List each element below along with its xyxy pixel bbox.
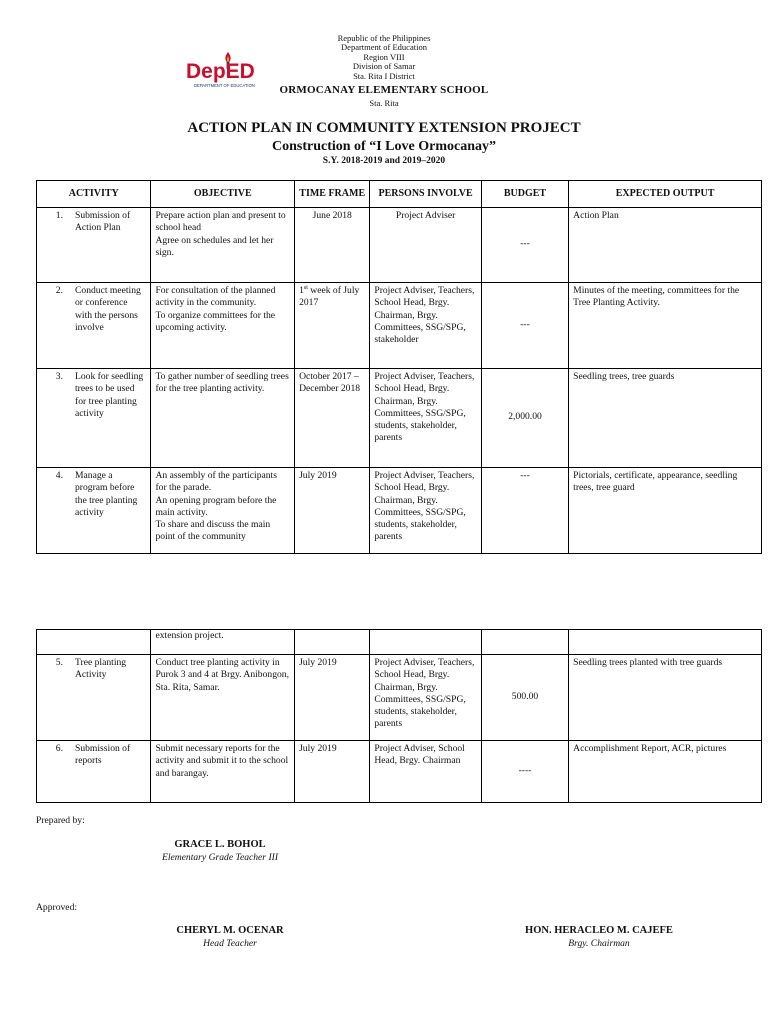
school-year: S.Y. 2018-2019 and 2019–2020	[322, 156, 446, 166]
logo-wordmark: DepED	[186, 60, 255, 83]
activity-number: 1.	[55, 210, 63, 221]
budget-cell: ---	[481, 208, 568, 283]
preparer-name: GRACE L. BOHOL	[174, 839, 266, 850]
table-row	[37, 741, 762, 803]
objective-cell: Submit necessary reports for the activity and submit it to the school and barangay.	[151, 741, 295, 803]
letterhead-line: Department of Education	[341, 42, 427, 53]
output-cell: Seedling trees, tree guards	[569, 369, 762, 468]
budget-cell: ---	[481, 468, 568, 554]
activity-text: Submission of Action Plan	[75, 210, 131, 234]
time-frame-cell	[295, 630, 370, 655]
approved-label: Approved:	[36, 902, 78, 913]
activity-text: Tree planting Activity	[75, 657, 127, 681]
activity-number: 3.	[55, 371, 63, 382]
persons-cell: Project Adviser	[370, 208, 481, 283]
activity-cell	[37, 468, 151, 554]
time-frame-cell: October 2017 – December 2018	[295, 369, 370, 468]
action-plan-table	[36, 180, 762, 554]
letterhead-line: Division of Samar	[352, 61, 416, 72]
table-row	[37, 369, 762, 468]
activity-text: Manage a program before the tree planting activity	[75, 470, 138, 518]
approver-name: CHERYL M. OCENAR	[176, 925, 284, 936]
ordinal-suffix: st	[303, 284, 308, 291]
action-plan-table-continued	[36, 629, 762, 803]
persons-cell: Project Adviser, Teachers, School Head, Brgy. Chairman, Brgy. Committees, SSG/SPG, students, stakeholder, parents	[370, 369, 481, 468]
activity-number: 2.	[55, 285, 63, 296]
activity-text: Look for seedling trees to be used for tree planting activity	[75, 371, 144, 419]
time-frame-cell: July 2019	[295, 741, 370, 803]
activity-text: Submission of reports	[75, 743, 131, 767]
table-row	[37, 655, 762, 741]
header-budget: BUDGET	[481, 181, 568, 208]
objective-cell: Conduct tree planting activity in Purok 3 and 4 at Brgy. Anibongon, Sta. Rita, Samar.	[151, 655, 295, 741]
persons-cell: Project Adviser, School Head, Brgy. Chairman	[370, 741, 481, 803]
objective-cell: For consultation of the planned activity in the community. To organize committees for the upcoming activity.	[151, 283, 295, 369]
letterhead-line: Republic of the Philippines	[337, 33, 431, 43]
approver-title: Brgy. Chairman	[568, 938, 630, 949]
activity-number: 6.	[55, 743, 63, 754]
output-cell: Minutes of the meeting, committees for the Tree Planting Activity.	[569, 283, 762, 369]
activity-cell	[37, 741, 151, 803]
activity-cell	[37, 369, 151, 468]
budget-cell: ---	[481, 283, 568, 369]
activity-number: 4.	[55, 470, 63, 481]
persons-cell: Project Adviser, Teachers, School Head, Brgy. Chairman, Brgy. Committees, SSG/SPG, students, stakeholder, parents	[370, 655, 481, 741]
letterhead	[250, 34, 518, 81]
letterhead-line: Region VIII	[363, 51, 405, 62]
time-frame-number: 1	[299, 285, 304, 296]
activity-number: 5.	[55, 657, 63, 668]
document-title: ACTION PLAN IN COMMUNITY EXTENSION PROJECT	[187, 120, 581, 136]
letterhead-line: Sta. Rita I District	[353, 70, 415, 81]
activity-cell	[37, 283, 151, 369]
budget-cell: 2,000.00	[481, 369, 568, 468]
activity-cell	[37, 630, 151, 655]
activity-cell	[37, 655, 151, 741]
budget-cell	[481, 630, 568, 655]
output-cell: Seedling trees planted with tree guards	[569, 655, 762, 741]
budget-cell: 500.00	[481, 655, 568, 741]
time-frame-cell: July 2019	[295, 468, 370, 554]
table-row-continuation	[37, 630, 762, 655]
objective-cell: To gather number of seedling trees for the tree planting activity.	[151, 369, 295, 468]
time-frame-cell: June 2018	[295, 208, 370, 283]
activity-text: Conduct meeting or conference with the persons involve	[75, 285, 141, 333]
persons-cell	[370, 630, 481, 655]
logo-subtext: DEPARTMENT OF EDUCATION	[194, 83, 255, 88]
header-activity: ACTIVITY	[37, 181, 151, 208]
approver-title: Head Teacher	[203, 938, 257, 949]
table-row	[37, 468, 762, 554]
output-cell: Accomplishment Report, ACR, pictures	[569, 741, 762, 803]
header-expected-output: EXPECTED OUTPUT	[569, 181, 762, 208]
prepared-by-label: Prepared by:	[36, 815, 85, 826]
header-persons-involve: PERSONS INVOLVE	[370, 181, 481, 208]
output-cell: Pictorials, certificate, appearance, seedling trees, tree guard	[569, 468, 762, 554]
school-place: Sta. Rita	[369, 98, 399, 108]
school-name: ORMOCANAY ELEMENTARY SCHOOL	[279, 84, 489, 96]
persons-cell: Project Adviser, Teachers, School Head, Brgy. Chairman, Brgy. Committees, SSG/SPG, stakeholder	[370, 283, 481, 369]
time-frame-text: week of July 2017	[299, 285, 360, 309]
objective-cell: Prepare action plan and present to school head Agree on schedules and let her sign.	[151, 208, 295, 283]
preparer-title: Elementary Grade Teacher III	[161, 852, 279, 863]
document-subtitle: Construction of “I Love Ormocanay”	[272, 139, 496, 154]
persons-cell: Project Adviser, Teachers, School Head, Brgy. Chairman, Brgy. Committees, SSG/SPG, students, stakeholder, parents	[370, 468, 481, 554]
budget-cell: ----	[481, 741, 568, 803]
output-cell: Action Plan	[569, 208, 762, 283]
activity-cell	[37, 208, 151, 283]
objective-cell: An assembly of the participants for the parade. An opening program before the main activity. To share and discuss the main point of the community	[151, 468, 295, 554]
approver-name: HON. HERACLEO M. CAJEFE	[525, 925, 673, 936]
time-frame-cell	[295, 283, 370, 369]
header-time-frame: TIME FRAME	[295, 181, 370, 208]
objective-cell: extension project.	[151, 630, 295, 655]
table-row	[37, 283, 762, 369]
output-cell	[569, 630, 762, 655]
time-frame-cell: July 2019	[295, 655, 370, 741]
table-header-row	[37, 181, 762, 208]
header-objective: OBJECTIVE	[151, 181, 295, 208]
table-row	[37, 208, 762, 283]
